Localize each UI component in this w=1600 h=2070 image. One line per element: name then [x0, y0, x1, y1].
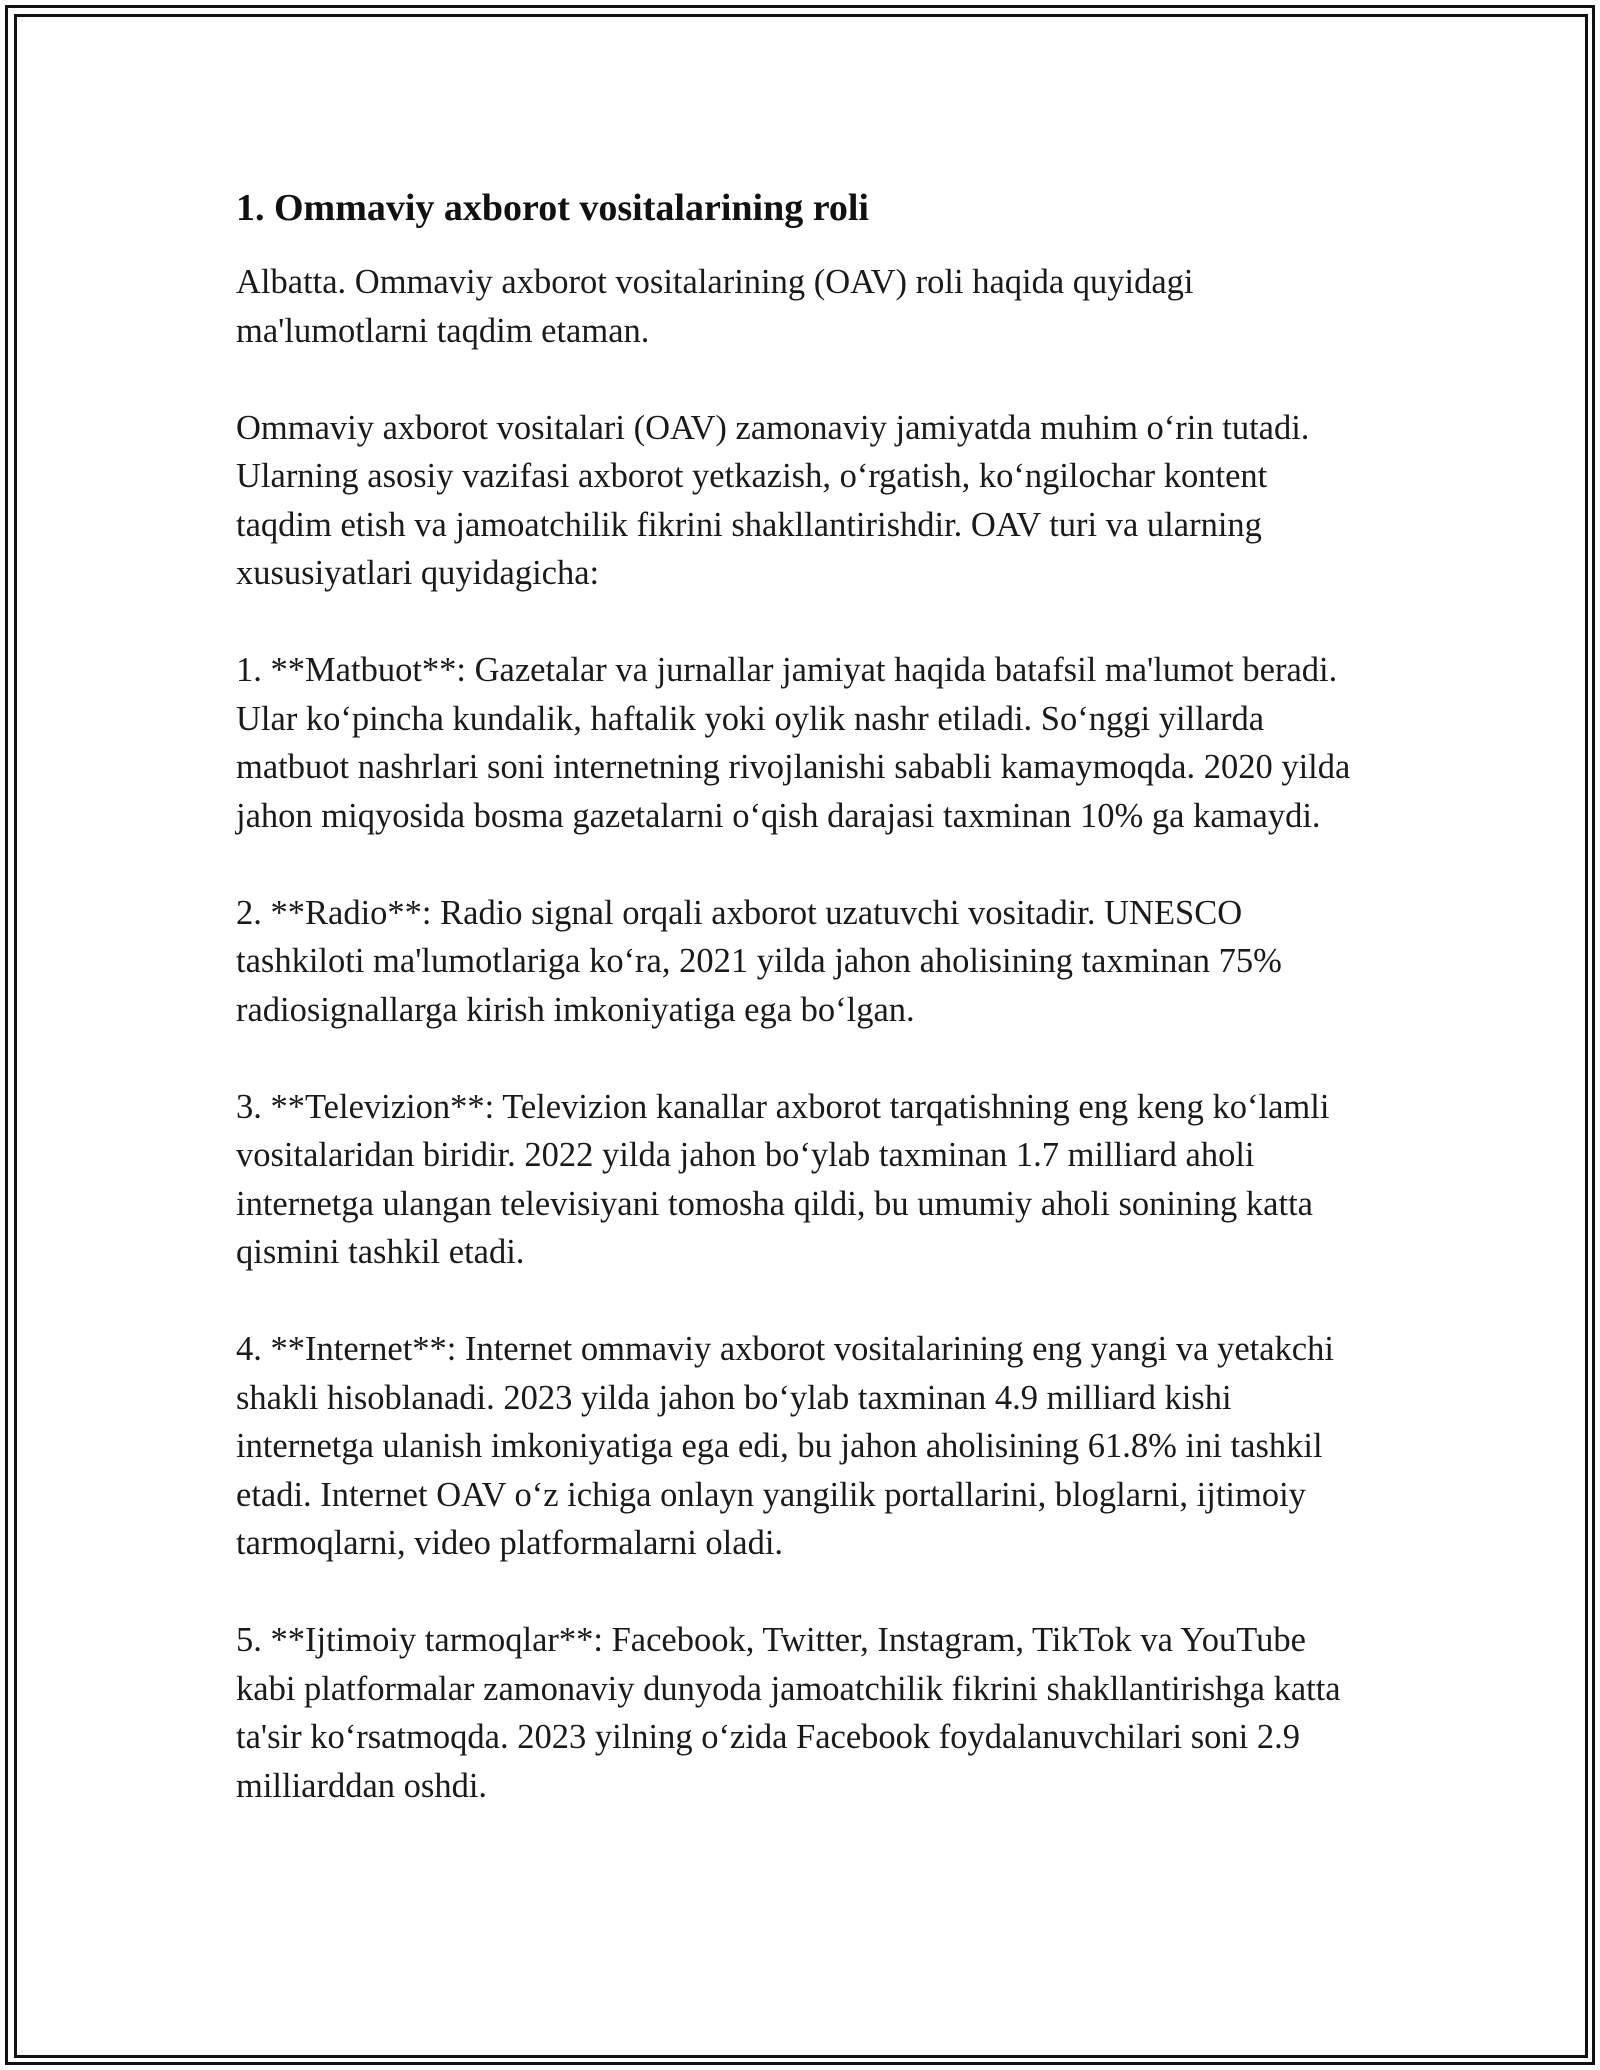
document-body — [236, 180, 1366, 1810]
item-radio-paragraph: 2. **Radio**: Radio signal orqali axborot uzatuvchi vositadir. UNESCO tashkiloti ma'lumotlariga ko‘ra, 2021 yilda jahon aholisining taxminan 75% radiosignallarga kirish imkoniyatiga ega bo‘lgan. — [236, 893, 1282, 1029]
item-internet-paragraph: 4. **Internet**: Internet ommaviy axborot vositalarining eng yangi va yetakchi shakli hisoblanadi. 2023 yilda jahon bo‘ylab taxminan 4.9 milliard kishi internetga ulanish imkoniyatiga ega edi, bu jahon aholisining 61.8% ini tashkil etadi. Internet OAV o‘z ichiga onlayn yangilik portallarini, bloglarni, ijtimoiy tarmoqlarni, video platformalarni oladi. — [236, 1330, 1334, 1562]
overview-paragraph: Ommaviy axborot vositalari (OAV) zamonaviy jamiyatda muhim o‘rin tutadi. Ularning asosiy vazifasi axborot yetkazish, o‘rgatish, ko‘ngilochar kontent taqdim etish va jamoatchilik fikrini shakllantirishdir. OAV turi va ularning xususiyatlari quyidagicha: — [236, 408, 1310, 592]
intro-paragraph: Albatta. Ommaviy axborot vositalarining (OAV) roli haqida quyidagi ma'lumotlarni taqdim etaman. — [236, 263, 1194, 350]
document-title: 1. Ommaviy axborot vositalarining roli — [236, 187, 869, 229]
item-press-paragraph: 1. **Matbuot**: Gazetalar va jurnallar jamiyat haqida batafsil ma'lumot beradi. Ular ko‘pincha kundalik, haftalik yoki oylik nashr etiladi. So‘nggi yillarda matbuot nashrlari soni internetning rivojlanishi sababli kamaymoqda. 2020 yilda jahon miqyosida bosma gazetalarni o‘qish darajasi taxminan 10% ga kamaydi. — [236, 651, 1351, 835]
item-social-networks-paragraph: 5. **Ijtimoiy tarmoqlar**: Facebook, Twitter, Instagram, TikTok va YouTube kabi platformalar zamonaviy dunyoda jamoatchilik fikrini shakllantirishga katta ta'sir ko‘rsatmoqda. 2023 yilning o‘zida Facebook foydalanuvchilari soni 2.9 milliarddan oshdi. — [236, 1621, 1341, 1805]
item-television-paragraph: 3. **Televizion**: Televizion kanallar axborot tarqatishning eng keng ko‘lamli vositalaridan biridir. 2022 yilda jahon bo‘ylab taxminan 1.7 milliard aholi internetga ulangan televisiyani tomosha qildi, bu umumiy aholi sonining katta qismini tashkil etadi. — [236, 1087, 1330, 1271]
